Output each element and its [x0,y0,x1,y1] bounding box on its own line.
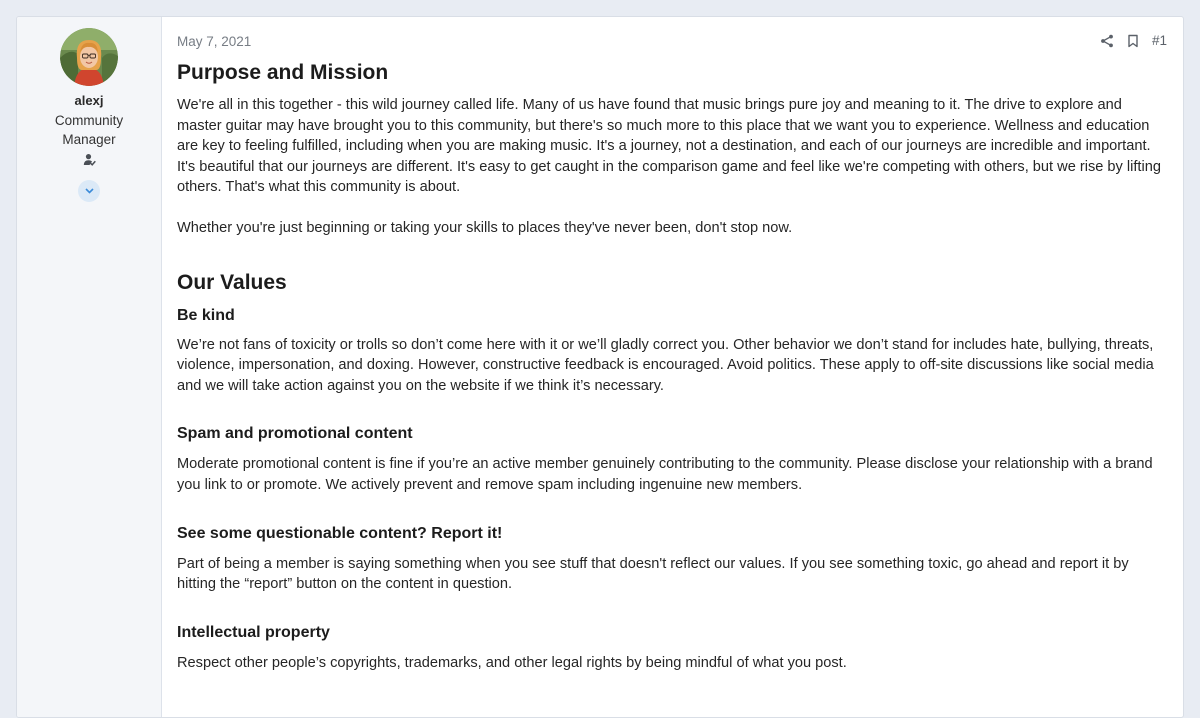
share-button[interactable] [1100,34,1114,48]
paragraph-report: Part of being a member is saying something when you see stuff that doesn't reflect our values. If you see something toxic, go ahead and report it by hitting the “report” button on the content in question. [177,555,1129,593]
post-content [162,17,1183,717]
heading-intellectual-property: Intellectual property [177,623,330,641]
heading-report: See some questionable content? Report it! [177,524,503,542]
heading-spam: Spam and promotional content [177,425,413,443]
bookmark-icon [1126,34,1140,48]
post-date[interactable]: May 7, 2021 [177,34,252,49]
heading-purpose: Purpose and Mission [177,61,389,84]
username[interactable]: alexj [74,93,104,108]
post-card [16,16,1184,718]
heading-values: Our Values [177,270,287,294]
paragraph-spam: Moderate promotional content is fine if you’re an active member genuinely contributing to the community. Please disclose your relationship with a brand you link to or promote. We actively prevent and remove spam including ingenuine new members. [177,456,1153,493]
bookmark-button[interactable] [1126,34,1140,48]
post-actions [1100,33,1167,48]
paragraph-whether: Whether you're just beginning or taking your skills to places they've never been, don't stop now. [177,219,793,236]
staff-user-icon [81,151,97,167]
expand-user-info-button[interactable] [78,180,100,202]
heading-be-kind: Be kind [177,306,235,324]
post-number-link[interactable]: #1 [1151,33,1167,48]
user-panel [17,17,162,717]
paragraph-be-kind: We’re not fans of toxicity or trolls so don’t come here with it or we’ll gladly correct you. Other behavior we don’t stand for includes hate, bullying, threats, violence, impersonation, and doxing. However, constructive feedback is encouraged. Avoid politics. These apply to off-site discussions like social media and we will take action against you on the website if we think it’s necessary. [177,336,1154,394]
user-title: Community Manager [54,113,124,147]
paragraph-mission: We're all in this together - this wild journey called life. Many of us have found that music brings pure joy and meaning to it. The drive to explore and master guitar may have brought you to this community, but there's so much more to this place that we want you to experience. Wellness and education are key to feeling fulfilled, including when you are making music. It's a journey, not a destination, and each of our journeys are incredible and important. It's beautiful that our journeys are different. It's easy to get caught in the comparison game and feel like we're competing with others, but we rise by lifting others. That's what this community is about. [177,97,1161,196]
chevron-down-icon [85,188,94,194]
avatar[interactable] [60,28,118,86]
share-icon [1100,34,1114,48]
paragraph-intellectual-property: Respect other people’s copyrights, trademarks, and other legal rights by being mindful of what you post. [177,654,847,671]
